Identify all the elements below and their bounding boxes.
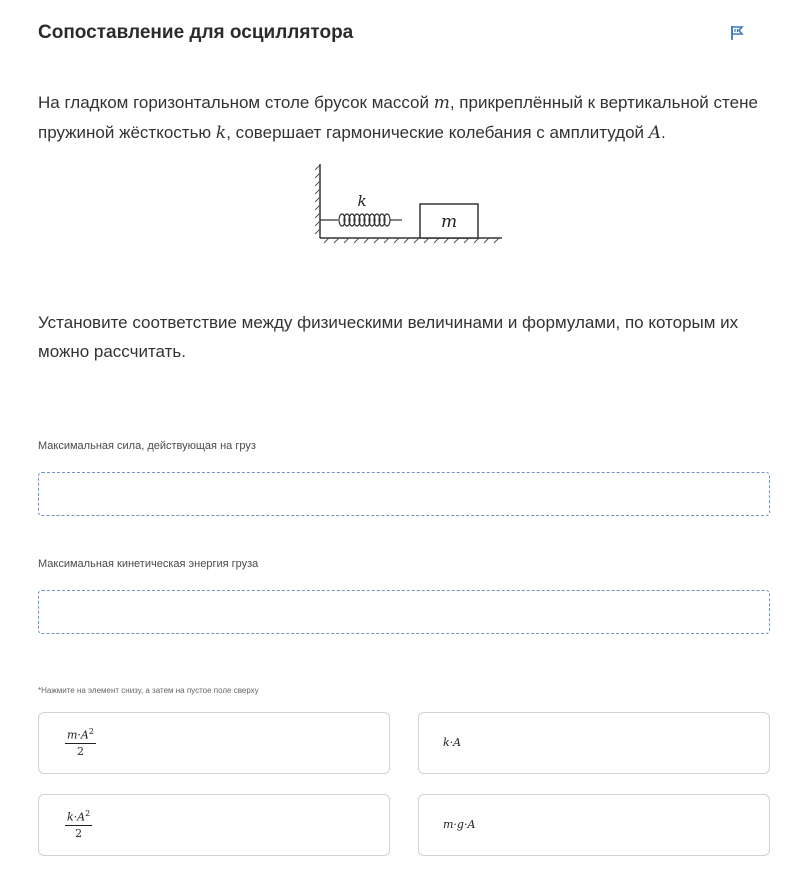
target-label-max-force: Максимальная сила, действующая на груз — [38, 440, 256, 452]
problem-text-part: , совершает гармонические колебания с амплитудой — [226, 123, 649, 142]
formula: k·A — [443, 736, 462, 749]
stiffness-variable: k — [215, 123, 227, 143]
drop-slot-max-force[interactable] — [38, 472, 770, 516]
formula-numerator: m·A — [67, 728, 89, 742]
formula-power: 2 — [85, 809, 91, 818]
spring-block-figure — [312, 160, 508, 250]
flag-icon[interactable] — [728, 24, 746, 42]
problem-text-part: , прикреплённый к вертикальной стене пружиной жёсткостью — [38, 93, 758, 142]
problem-text — [38, 88, 768, 148]
formula-power: 2 — [88, 727, 94, 736]
option-card[interactable] — [418, 794, 770, 856]
formula — [65, 727, 96, 758]
option-card[interactable] — [38, 794, 390, 856]
task-title: Сопоставление для осциллятора — [38, 22, 354, 43]
formula-numerator: k·A — [67, 810, 86, 824]
hint-text: *Нажмите на элемент снизу, а затем на пустое поле сверху — [38, 686, 259, 695]
problem-text-part: На гладком горизонтальном столе брусок массой — [38, 93, 434, 112]
target-label-max-kinetic-energy: Максимальная кинетическая энергия груза — [38, 558, 259, 570]
amplitude-variable: A — [648, 123, 662, 143]
formula-denominator: 2 — [75, 826, 83, 840]
block-label: m — [440, 212, 458, 232]
option-card[interactable] — [38, 712, 390, 774]
option-card[interactable] — [418, 712, 770, 774]
instruction-text: Установите соответствие между физическими величинами и формулами, по которым их можно рассчитать. — [38, 313, 739, 361]
problem-text-part: . — [661, 123, 666, 142]
spring — [320, 214, 402, 226]
spring-label: k — [357, 192, 367, 210]
formula-denominator: 2 — [76, 744, 84, 758]
mass-variable: m — [433, 93, 450, 113]
formula — [65, 809, 92, 840]
formula: m·g·A — [443, 818, 476, 831]
drop-slot-max-kinetic-energy[interactable] — [38, 590, 770, 634]
